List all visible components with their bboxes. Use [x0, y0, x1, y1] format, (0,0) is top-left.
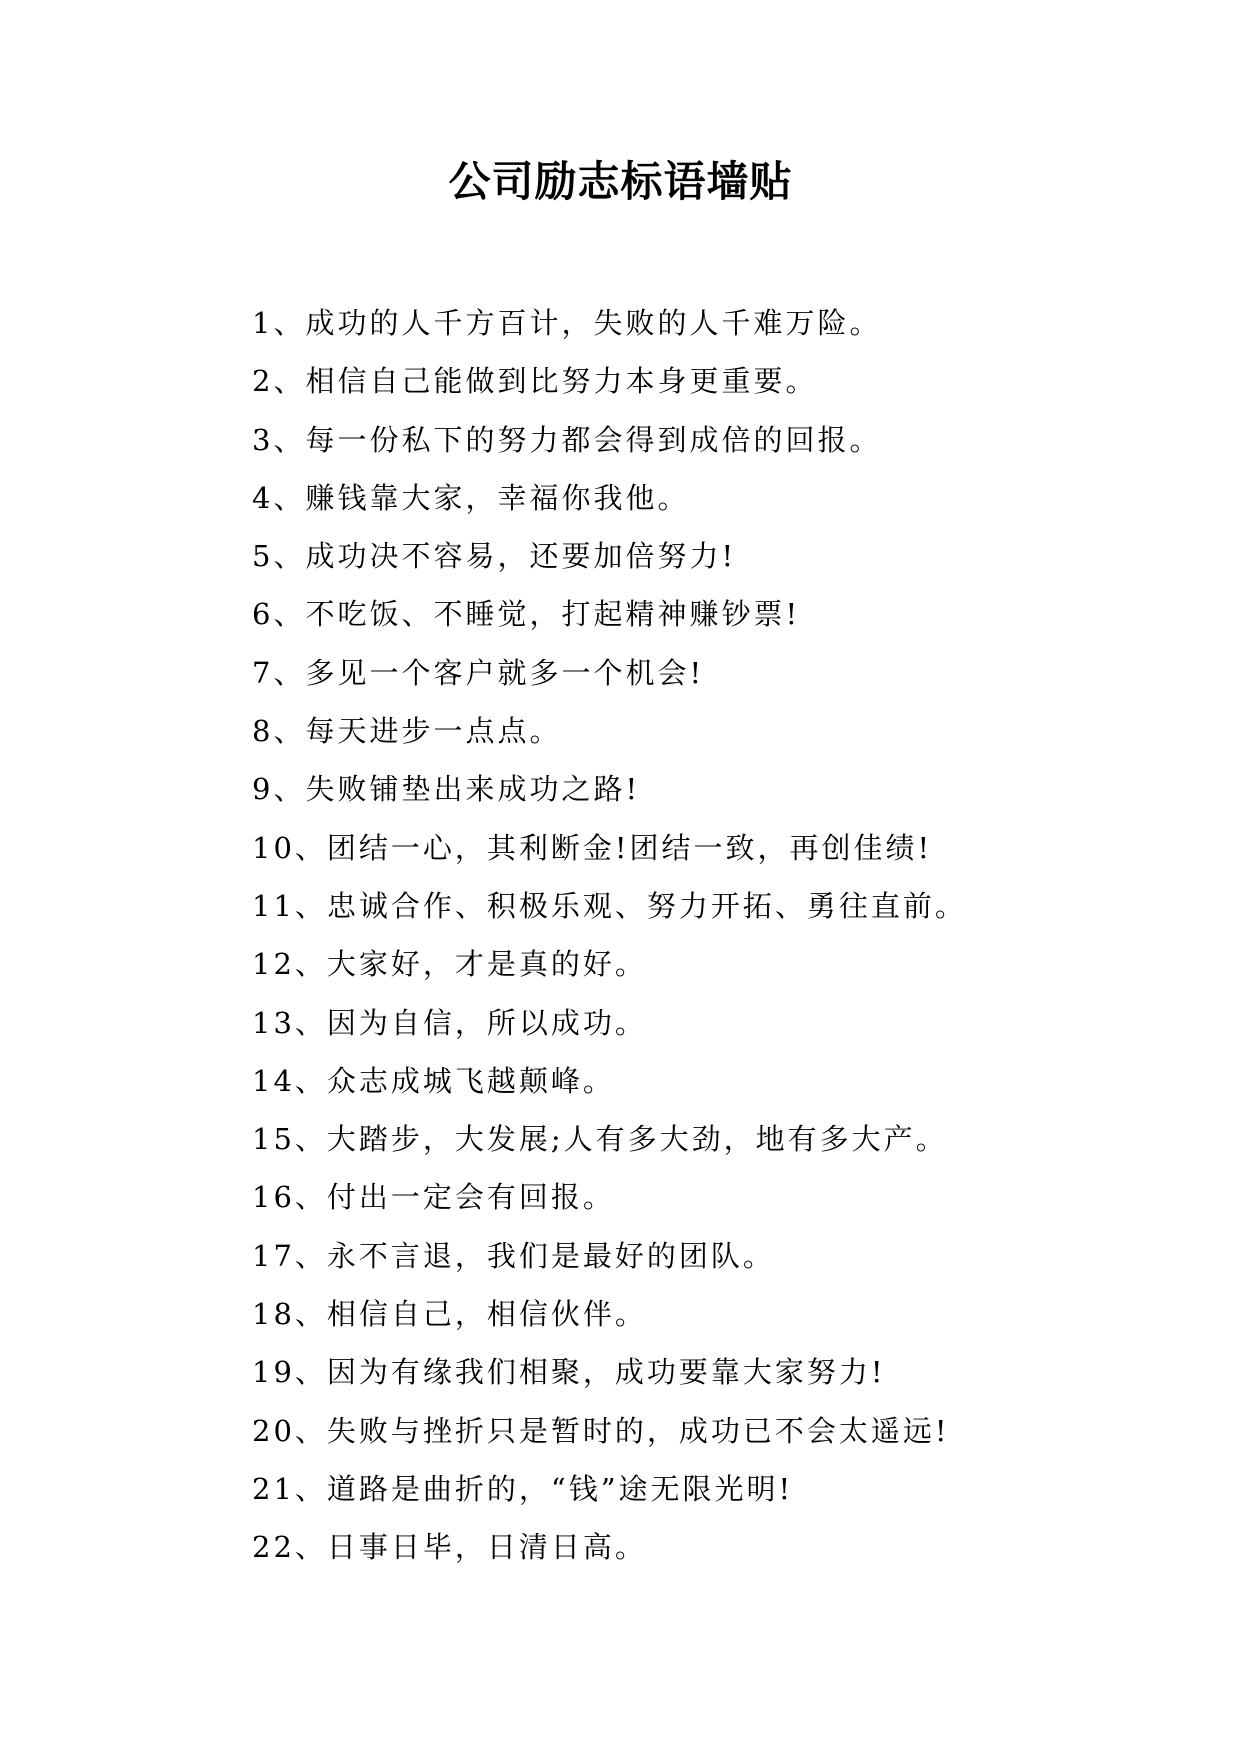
list-item: 10、团结一心，其利断金!团结一致，再创佳绩! — [252, 830, 933, 865]
list-item: 16、付出一定会有回报。 — [252, 1180, 615, 1215]
list-item: 15、大踏步，大发展;人有多大劲，地有多大产。 — [252, 1122, 948, 1157]
list-item: 20、失败与挫折只是暂时的，成功已不会太遥远! — [252, 1413, 950, 1448]
list-item: 17、永不言退，我们是最好的团队。 — [252, 1238, 775, 1273]
slogan-list — [252, 294, 1152, 1577]
list-item: 12、大家好，才是真的好。 — [252, 947, 647, 982]
list-item: 8、每天进步一点点。 — [252, 714, 562, 749]
list-item: 11、忠诚合作、积极乐观、努力开拓、勇往直前。 — [252, 888, 967, 923]
list-item: 22、日事日毕，日清日高。 — [252, 1530, 647, 1565]
list-item: 21、道路是曲折的，“钱”途无限光明! — [252, 1471, 794, 1506]
list-item: 4、赚钱靠大家，幸福你我他。 — [252, 480, 690, 515]
list-item: 7、多见一个客户就多一个机会! — [252, 655, 705, 690]
list-item: 9、失败铺垫出来成功之路! — [252, 772, 641, 807]
list-item: 1、成功的人千方百计，失败的人千难万险。 — [252, 306, 882, 340]
list-item: 5、成功决不容易，还要加倍努力! — [252, 539, 737, 574]
list-item: 6、不吃饭、不睡觉，打起精神赚钞票! — [252, 597, 801, 632]
list-item: 2、相信自己能做到比努力本身更重要。 — [252, 364, 818, 399]
list-item: 14、众志成城飞越颠峰。 — [252, 1063, 615, 1098]
list-item: 13、因为自信，所以成功。 — [252, 1005, 647, 1040]
list-item: 18、相信自己，相信伙伴。 — [252, 1297, 647, 1332]
list-item: 3、每一份私下的努力都会得到成倍的回报。 — [252, 422, 882, 457]
page-title: 公司励志标语墙贴 — [448, 157, 793, 206]
list-item: 19、因为有缘我们相聚，成功要靠大家努力! — [252, 1355, 886, 1390]
